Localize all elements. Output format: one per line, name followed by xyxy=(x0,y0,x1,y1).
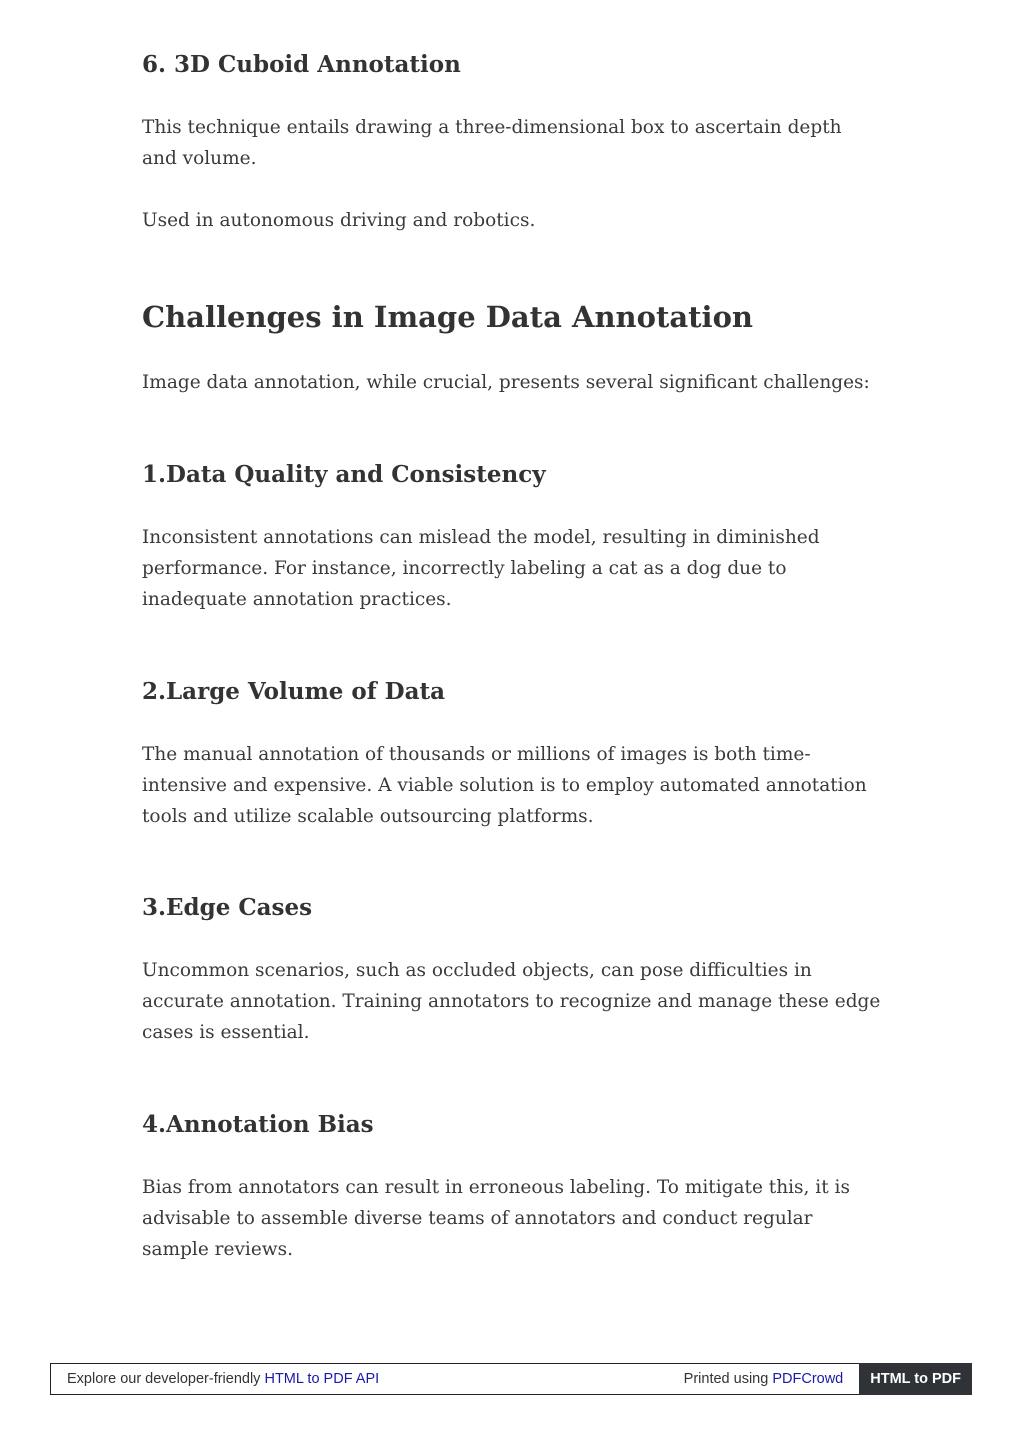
paragraph-cuboid-usage: Used in autonomous driving and robotics. xyxy=(142,210,536,231)
footer-explore-text: Explore our developer-friendly xyxy=(67,1371,265,1387)
html-to-pdf-badge[interactable]: HTML to PDF xyxy=(859,1363,972,1395)
heading-data-quality: 1.Data Quality and Consistency xyxy=(142,461,546,488)
paragraph-challenges-intro: Image data annotation, while crucial, presents several significant challenges: xyxy=(142,372,870,393)
heading-edge-cases: 3.Edge Cases xyxy=(142,894,313,921)
heading-annotation-bias: 4.Annotation Bias xyxy=(142,1111,374,1138)
heading-3d-cuboid: 6. 3D Cuboid Annotation xyxy=(142,51,461,78)
pdfcrowd-link[interactable]: PDFCrowd xyxy=(772,1371,844,1387)
heading-large-volume: 2.Large Volume of Data xyxy=(142,678,446,705)
paragraph-data-quality: Inconsistent annotations can mislead the model, resulting in diminished performance. For instance, incorrectly labeling a cat as a dog due to inadequate annotation practices. xyxy=(142,527,820,610)
footer-printed-text: Printed using xyxy=(683,1371,773,1387)
paragraph-annotation-bias: Bias from annotators can result in erroneous labeling. To mitigate this, it is advisable to assemble diverse teams of annotators and conduct regular sample reviews. xyxy=(142,1177,850,1260)
footer-left xyxy=(51,1371,684,1387)
html-to-pdf-api-link[interactable]: HTML to PDF API xyxy=(264,1371,380,1387)
heading-challenges: Challenges in Image Data Annotation xyxy=(142,300,753,334)
paragraph-cuboid-description: This technique entails drawing a three-dimensional box to ascertain depth and volume. xyxy=(142,117,842,169)
footer-right xyxy=(684,1371,860,1387)
pdfcrowd-footer xyxy=(50,1363,972,1395)
paragraph-large-volume: The manual annotation of thousands or millions of images is both time-intensive and expensive. A viable solution is to employ automated annotation tools and utilize scalable outsourcing platforms. xyxy=(142,744,867,827)
paragraph-edge-cases: Uncommon scenarios, such as occluded objects, can pose difficulties in accurate annotation. Training annotators to recognize and manage these edge cases is essential. xyxy=(142,960,881,1043)
